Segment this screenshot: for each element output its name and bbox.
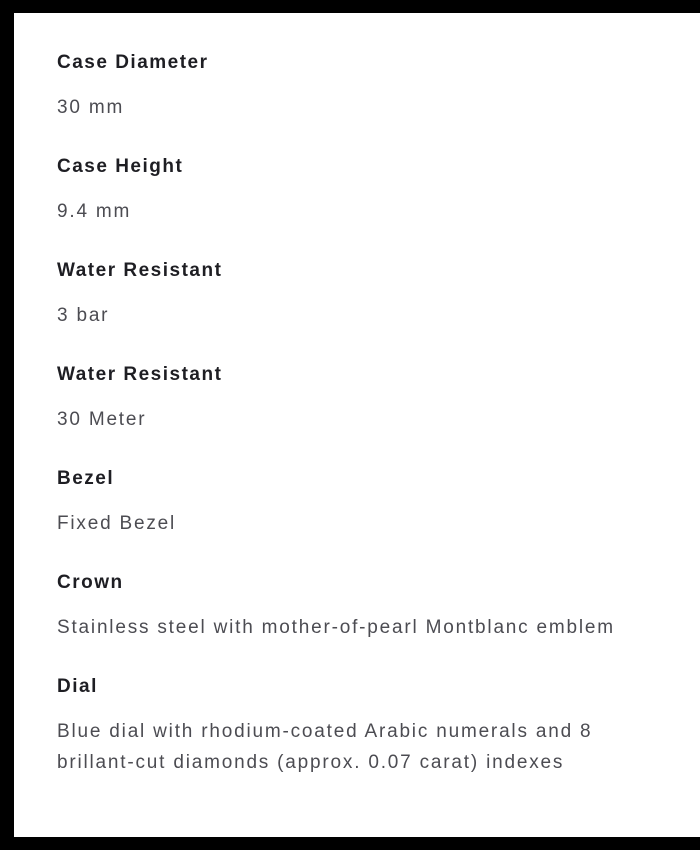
spec-label: Case Diameter	[57, 52, 209, 73]
spec-label: Case Height	[57, 156, 184, 177]
spec-value: 3 bar	[57, 305, 110, 326]
spec-value: 30 mm	[57, 97, 125, 118]
spec-value: Fixed Bezel	[57, 513, 177, 534]
spec-value: 9.4 mm	[57, 201, 132, 222]
spec-value: 30 Meter	[57, 409, 147, 430]
spec-item	[57, 364, 660, 435]
spec-panel	[14, 13, 700, 837]
spec-item	[57, 156, 660, 227]
spec-label: Dial	[57, 676, 98, 697]
spec-value: Stainless steel with mother-of-pearl Montblanc emblem	[57, 617, 615, 638]
spec-label: Bezel	[57, 468, 115, 489]
spec-label: Water Resistant	[57, 364, 223, 385]
spec-item	[57, 572, 660, 643]
spec-label: Crown	[57, 572, 124, 593]
spec-item	[57, 52, 660, 123]
spec-list	[57, 52, 660, 778]
spec-value: Blue dial with rhodium-coated Arabic numerals and 8 brillant-cut diamonds (approx. 0.07 carat) indexes	[57, 721, 593, 773]
spec-item	[57, 468, 660, 539]
spec-item	[57, 260, 660, 331]
spec-item	[57, 676, 660, 778]
spec-label: Water Resistant	[57, 260, 223, 281]
